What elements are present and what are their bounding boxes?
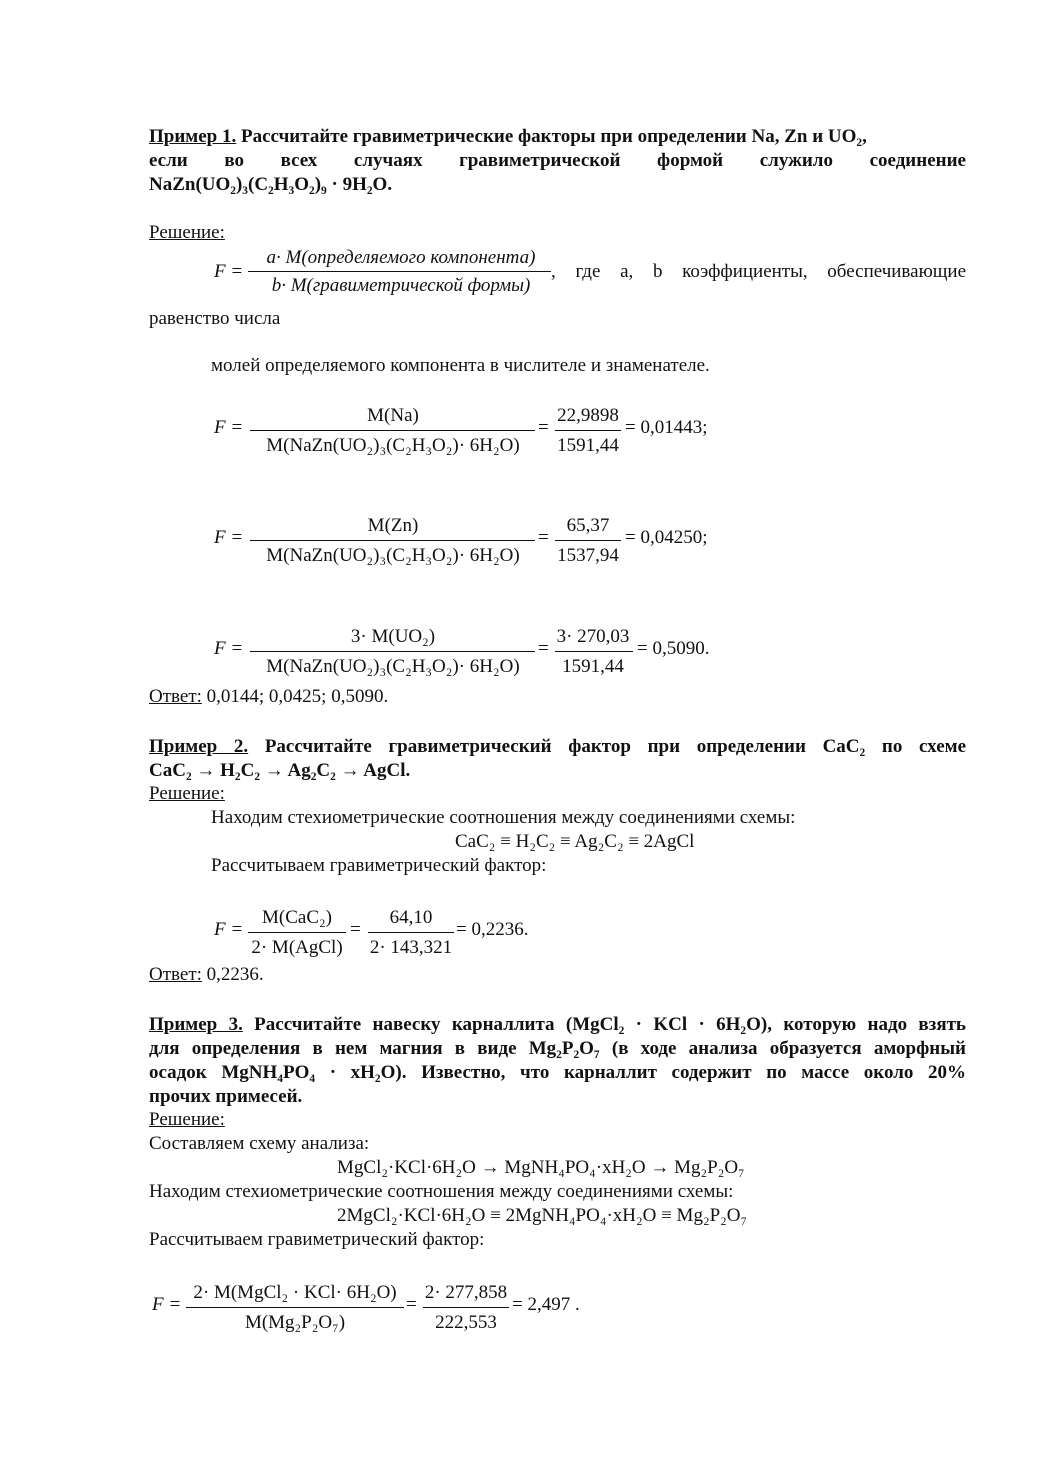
- formula-3-value-numerator: 3· 270,03: [556, 626, 630, 647]
- example-2-value-denominator: 2· 143,321: [369, 937, 453, 958]
- example-2-formula-lhs: F =: [214, 919, 244, 940]
- fraction-bar: [186, 1307, 404, 1308]
- formula-1-fraction: [248, 401, 538, 461]
- fraction-bar: [555, 651, 633, 652]
- fraction-bar: [368, 932, 454, 933]
- formula-2-values: [553, 511, 623, 571]
- fraction-bar: [248, 271, 551, 272]
- example-3-formula-fraction: [184, 1278, 406, 1338]
- general-formula-lhs: F =: [214, 261, 244, 282]
- formula-3-value-denominator: 1591,44: [562, 656, 624, 677]
- fraction-bar: [423, 1307, 509, 1308]
- example-3-step-3: Рассчитываем гравиметрический фактор:: [149, 1229, 485, 1250]
- example-3-task-line-2: для определения в нем магния в виде Mg₂P₂O₇ (в ходе анализа образуется аморфный: [149, 1038, 966, 1059]
- formula-1-value-denominator: 1591,44: [557, 435, 619, 456]
- general-formula-denominator: b· M(гравиметрической формы): [271, 275, 531, 296]
- example-1-line-1: [149, 125, 966, 149]
- example-2-solution-label: Решение:: [149, 783, 225, 804]
- formula-1-denominator: M(NaZn(UO₂)₃(C₂H₃O₂)· 6H₂O): [266, 435, 520, 456]
- example-2-answer: [149, 963, 264, 987]
- word: гравиметрической: [459, 150, 621, 171]
- formula-2-value-denominator: 1537,94: [557, 545, 619, 566]
- formula-3-numerator: 3· M(UO₂): [350, 626, 436, 647]
- formula-2-value-numerator: 65,37: [566, 515, 610, 536]
- example-2-value-numerator: 64,10: [389, 907, 433, 928]
- example-1-line-2: [149, 149, 966, 173]
- formula-3-result: = 0,5090.: [637, 638, 710, 659]
- example-1-label: Пример 1.: [149, 126, 237, 147]
- fraction-bar: [555, 430, 621, 431]
- example-2-formula-result: = 0,2236.: [456, 919, 529, 940]
- formula-1-values: [553, 401, 623, 461]
- example-3-formula-denominator: M(Mg₂P₂O₇): [244, 1312, 346, 1333]
- example-3-task-line-4: прочих примесей.: [149, 1086, 303, 1107]
- equals-sign: =: [538, 417, 549, 438]
- answer-value: 0,2236.: [201, 964, 264, 985]
- word: случаях: [353, 150, 423, 171]
- example-3-solution-label: Решение:: [149, 1109, 225, 1130]
- example-2-formula-numerator: M(CaC₂): [262, 907, 332, 928]
- fraction-bar: [250, 430, 535, 431]
- equals-sign: =: [538, 638, 549, 659]
- example-1-answer: [149, 685, 388, 709]
- answer-value: 0,0144; 0,0425; 0,5090.: [201, 686, 389, 707]
- formula-2-denominator: M(NaZn(UO₂)₃(C₂H₃O₂)· 6H₂O): [266, 545, 520, 566]
- fraction-bar: [248, 932, 346, 933]
- formula-1-numerator: M(Na): [367, 405, 419, 426]
- example-3-step-1: Составляем схему анализа:: [149, 1133, 370, 1154]
- example-3-line-1: [149, 1013, 966, 1037]
- example-3-value-numerator: 2· 277,858: [424, 1282, 508, 1303]
- example-2-formula-fraction: [247, 903, 347, 963]
- word: во: [224, 150, 244, 171]
- general-formula-numerator: a· M(определяемого компонента): [266, 247, 536, 268]
- example-2-formula-denominator: 2· M(AgCl): [251, 937, 343, 958]
- example-3-label: Пример 3.: [149, 1014, 243, 1035]
- example-2-step-1: Находим стехиометрические соотношения между соединениями схемы:: [211, 807, 796, 828]
- example-2-scheme-title: CaC₂ → H₂C₂ → Ag₂C₂ → AgCl.: [149, 760, 411, 781]
- fraction-bar: [555, 540, 621, 541]
- word: если: [149, 150, 188, 171]
- example-3-scheme-1: MgCl₂·KCl·6H₂O → MgNH₄PO₄·xH₂O → Mg₂P₂O₇: [337, 1157, 745, 1178]
- example-3-formula-numerator: 2· M(MgCl₂ · KCl· 6H₂O): [193, 1282, 397, 1303]
- formula-2-fraction: [248, 511, 538, 571]
- example-3-value-denominator: 222,553: [435, 1312, 497, 1333]
- general-formula-note: молей определяемого компонента в числителе и знаменателе.: [211, 355, 710, 376]
- example-3-step-2: Находим стехиометрические соотношения между соединениями схемы:: [149, 1181, 734, 1202]
- example-3-formula-values: [421, 1278, 511, 1338]
- fraction-bar: [250, 540, 535, 541]
- formula-1-value-numerator: 22,9898: [557, 405, 619, 426]
- example-2-line-1: [149, 735, 966, 759]
- word: соединение: [869, 150, 966, 171]
- word: служило: [759, 150, 833, 171]
- example-2-task-line-1: Рассчитайте гравиметрический фактор при определении CaC₂ по схеме: [264, 736, 966, 757]
- formula-3-values: [553, 622, 633, 682]
- example-3-formula-lhs: F =: [152, 1294, 182, 1315]
- formula-2-numerator: M(Zn): [367, 515, 419, 536]
- answer-label: Ответ:: [149, 686, 202, 707]
- example-1-compound: NaZn(UO₂)₃(C₂H₃O₂)₉ · 9H₂O.: [149, 174, 393, 195]
- formula-1-lhs: F =: [214, 417, 244, 438]
- answer-label: Ответ:: [149, 964, 202, 985]
- formula-3-lhs: F =: [214, 638, 244, 659]
- example-3-task-line-3: осадок MgNH₄PO₄ · xH₂O). Известно, что карналлит содержит по массе около 20%: [149, 1062, 966, 1083]
- example-2-scheme: CaC₂ ≡ H₂C₂ ≡ Ag₂C₂ ≡ 2AgCl: [455, 831, 695, 852]
- general-formula-tail: , где a, b коэффициенты, обеспечивающие: [551, 261, 966, 282]
- example-3-task-line-1: Рассчитайте навеску карналлита (MgCl₂ · KCl · 6H₂O), которую надо взять: [254, 1014, 966, 1035]
- example-1-solution-label: Решение:: [149, 222, 225, 243]
- example-3-formula-result: = 2,497 .: [512, 1294, 580, 1315]
- equals-sign: =: [406, 1294, 417, 1315]
- word: всех: [280, 150, 318, 171]
- example-2-step-2: Рассчитываем гравиметрический фактор:: [211, 855, 547, 876]
- word: формой: [657, 150, 724, 171]
- formula-3-denominator: M(NaZn(UO₂)₃(C₂H₃O₂)· 6H₂O): [266, 656, 520, 677]
- general-formula-fraction: [246, 244, 556, 300]
- formula-2-result: = 0,04250;: [625, 527, 708, 548]
- example-1-task-line-1: Рассчитайте гравиметрические факторы при определении Na, Zn и UO₂,: [241, 126, 867, 147]
- general-formula-continuation: равенство числа: [149, 308, 281, 329]
- example-3-scheme-2: 2MgCl₂·KCl·6H₂O ≡ 2MgNH₄PO₄·xH₂O ≡ Mg₂P₂O₇: [337, 1205, 748, 1226]
- example-2-label: Пример 2.: [149, 736, 249, 757]
- equals-sign: =: [538, 527, 549, 548]
- formula-1-result: = 0,01443;: [625, 417, 708, 438]
- example-2-formula-values: [366, 903, 456, 963]
- formula-2-lhs: F =: [214, 527, 244, 548]
- formula-3-fraction: [248, 622, 538, 682]
- fraction-bar: [250, 651, 535, 652]
- equals-sign: =: [350, 919, 361, 940]
